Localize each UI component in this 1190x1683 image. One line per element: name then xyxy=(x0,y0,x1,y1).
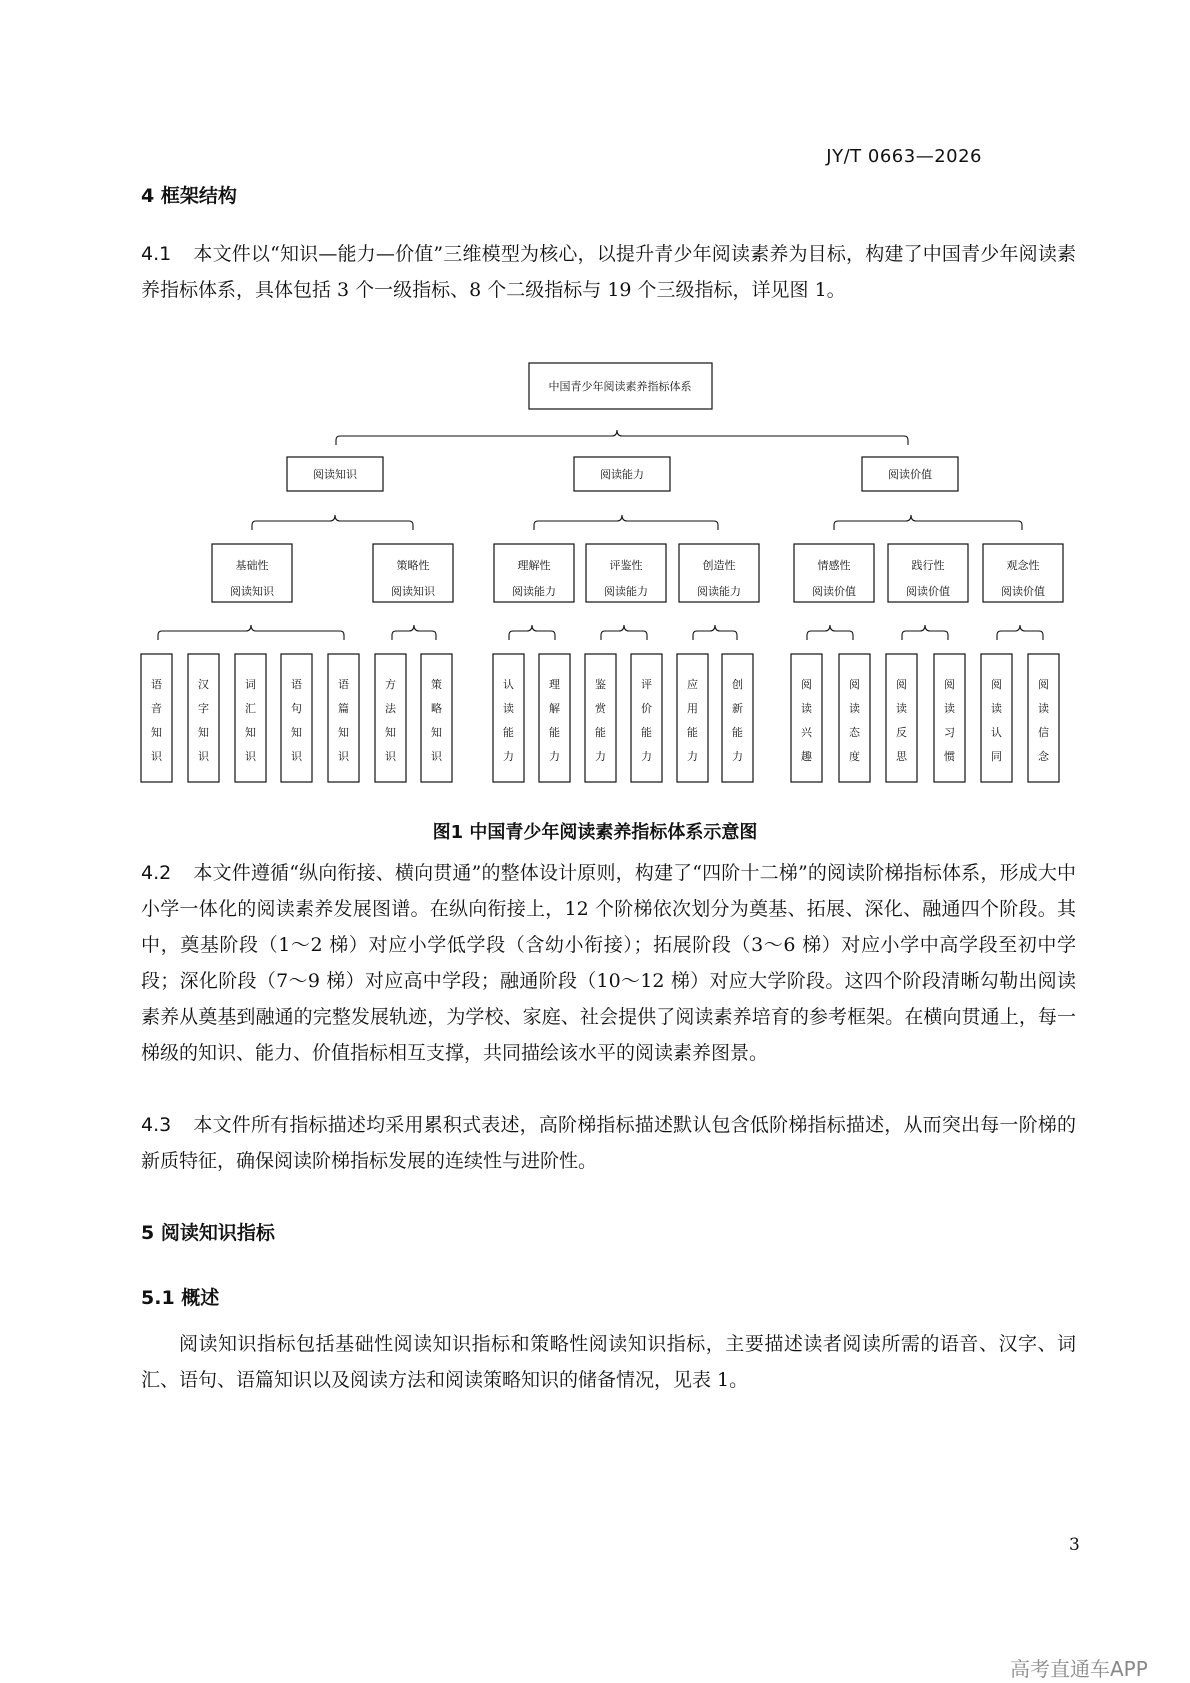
level3-label: 汉字知识 xyxy=(198,678,209,763)
level3-label: 鉴赏能力 xyxy=(595,678,606,763)
paragraph-4-2 xyxy=(141,855,1076,1071)
brace-connector xyxy=(997,625,1043,640)
level1-label: 阅读能力 xyxy=(600,468,644,481)
level3-label: 阅读兴趣 xyxy=(801,678,812,763)
brace-connector xyxy=(252,515,413,530)
level2-label: 基础性 xyxy=(235,559,269,572)
level2-label: 策略性 xyxy=(396,559,430,572)
figure-caption: 图1 中国青少年阅读素养指标体系示意图 xyxy=(432,822,758,843)
level2-label: 观念性 xyxy=(1006,559,1040,572)
level3-label: 策略知识 xyxy=(431,678,442,763)
indicator-system-diagram xyxy=(0,0,1190,800)
level2-label: 阅读能力 xyxy=(604,585,648,598)
level3-label: 阅读认同 xyxy=(991,678,1002,763)
level2-label: 阅读价值 xyxy=(1001,585,1045,598)
brace-connector xyxy=(336,430,908,445)
section-4-heading: 4 框架结构 xyxy=(141,185,237,207)
brace-connector xyxy=(601,625,647,640)
level2-label: 评鉴性 xyxy=(609,559,643,572)
level3-label: 阅读信念 xyxy=(1038,678,1049,763)
brace-connector xyxy=(392,625,436,640)
section-5-1-heading: 5.1 概述 xyxy=(141,1287,220,1309)
level3-label: 语句知识 xyxy=(291,678,302,763)
brace-connector xyxy=(509,625,555,640)
paragraph-number: 4.3 xyxy=(141,1114,172,1136)
brace-connector xyxy=(534,515,718,530)
level2-label: 创造性 xyxy=(702,559,736,572)
paragraph-number: 4.2 xyxy=(141,862,172,884)
root-label: 中国青少年阅读素养指标体系 xyxy=(548,380,692,393)
page-number: 3 xyxy=(1069,1535,1080,1555)
level3-label: 评价能力 xyxy=(641,678,652,763)
paragraph-text: 本文件以“知识—能力—价值”三维模型为核心，以提升青少年阅读素养为目标，构建了中国青少年阅读素养指标体系，具体包括 3 个一级指标、8 个二级指标与 19 个三级指标，详见图 1。 xyxy=(141,243,1076,301)
document-number: JY/T 0663—2026 xyxy=(826,146,982,167)
level2-label: 理解性 xyxy=(517,559,551,572)
level3-label: 阅读态度 xyxy=(849,678,860,763)
paragraph-5-1: 阅读知识指标包括基础性阅读知识指标和策略性阅读知识指标，主要描述读者阅读所需的语音、汉字、词汇、语句、语篇知识以及阅读方法和阅读策略知识的储备情况，见表 1。 xyxy=(141,1333,1076,1391)
level3-label: 应用能力 xyxy=(687,678,698,763)
level3-label: 语音知识 xyxy=(151,678,162,763)
section-5-heading: 5 阅读知识指标 xyxy=(141,1222,275,1244)
paragraph-4-3 xyxy=(141,1107,1076,1179)
level2-label: 阅读知识 xyxy=(391,585,435,598)
level3-label: 语篇知识 xyxy=(338,678,349,763)
level3-label: 认读能力 xyxy=(503,678,514,763)
level3-label: 创新能力 xyxy=(732,678,743,763)
level2-label: 阅读知识 xyxy=(230,585,274,598)
level3-label: 阅读习惯 xyxy=(944,678,955,763)
brace-connector xyxy=(158,625,344,640)
level2-label: 情感性 xyxy=(817,559,851,572)
level2-label: 阅读价值 xyxy=(906,585,950,598)
level2-label: 阅读能力 xyxy=(512,585,556,598)
brace-connector xyxy=(902,625,948,640)
level2-label: 阅读价值 xyxy=(812,585,856,598)
level3-label: 词汇知识 xyxy=(245,678,256,763)
level3-label: 方法知识 xyxy=(385,678,396,763)
watermark-text: 高考直通车APP xyxy=(1010,1657,1148,1681)
level2-label: 阅读能力 xyxy=(697,585,741,598)
brace-connector xyxy=(693,625,737,640)
level2-label: 践行性 xyxy=(911,559,945,572)
paragraph-text: 本文件所有指标描述均采用累积式表述，高阶梯指标描述默认包含低阶梯指标描述，从而突出每一阶梯的新质特征，确保阅读阶梯指标发展的连续性与进阶性。 xyxy=(141,1114,1076,1172)
paragraph-text: 本文件遵循“纵向衔接、横向贯通”的整体设计原则，构建了“四阶十二梯”的阅读阶梯指标体系，形成大中小学一体化的阅读素养发展图谱。在纵向衔接上，12 个阶梯依次划分为奠基、拓展、深化、融通四个阶段。其中，奠基阶段（1～2 梯）对应小学低学段（含幼小衔接）；拓展阶段（3～6 梯）对应小学中高学段至初中学段；深化阶段（7～9 梯）对应高中学段；融通阶段（10～12 梯）对应大学阶段。这四个阶段清晰勾勒出阅读素养从奠基到融通的完整发展轨迹，为学校、家庭、社会提供了阅读素养培育的参考框架。在横向贯通上，每一梯级的知识、能力、价值指标相互支撑，共同描绘该水平的阅读素养图景。 xyxy=(141,862,1076,1064)
level3-label: 阅读反思 xyxy=(896,678,907,763)
brace-connector xyxy=(834,515,1022,530)
brace-connector xyxy=(807,625,853,640)
level1-label: 阅读价值 xyxy=(888,468,932,481)
paragraph-number: 4.1 xyxy=(141,243,172,265)
level1-label: 阅读知识 xyxy=(313,468,357,481)
level3-label: 理解能力 xyxy=(549,678,560,763)
